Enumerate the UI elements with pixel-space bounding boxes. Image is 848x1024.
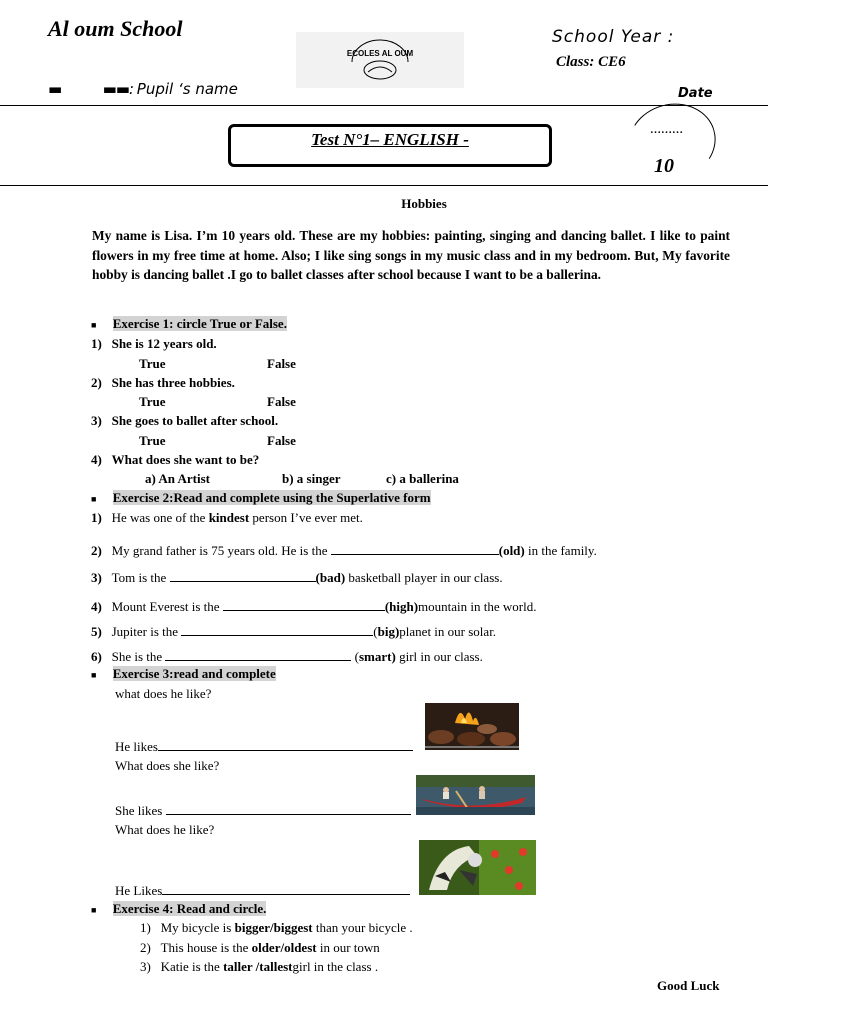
school-logo [296,32,464,88]
ex1-question-2: 2) She has three hobbies. [91,375,235,390]
ex1-q3-true[interactable]: True [139,433,166,448]
ex4-sentence-2: 2) This house is the older/oldest in our town [140,940,380,955]
ex1-option-c[interactable]: c) a ballerina [386,471,459,486]
exercise2-label: Exercise 2: [112,490,174,505]
answer-blank[interactable] [158,738,413,751]
ex2-question-3: 3) Tom is the (bad) basketball player in our class. [91,570,503,585]
ex3-answer-2: She likes [115,802,411,819]
ex2-question-4: 4) Mount Everest is the (high)mountain in the world. [91,599,537,614]
answer-blank[interactable] [223,598,385,611]
ex3-question-2: What does she like? [115,758,220,773]
exercise1-label: Exercise 1: [112,316,174,331]
ex1-q2-true[interactable]: True [139,394,166,409]
exercise2-header [91,490,431,506]
ex2-question-2: 2) My grand father is 75 years old. He is the (old) in the family. [91,543,597,558]
canoe-photo [416,775,535,815]
exercise3-label: Exercise 3:read and complete [112,666,276,681]
exercise1-instruction: circle True or False. [173,316,286,331]
logo-text: ECOLES AL OUM [346,49,414,58]
answer-blank[interactable] [162,882,410,895]
pupil-label-text: Pupil ‘s name [136,80,238,98]
ex3-question-1: what does he like? [115,686,212,701]
bullet-icon: ■ [91,494,97,504]
barbecue-photo [425,703,519,750]
ex1-question-1: 1) She is 12 years old. [91,336,217,351]
football-photo [419,840,536,895]
ex3-answer-3: He Likes [115,882,410,899]
ex3-question-3: What does he like? [115,822,215,837]
ex1-q1-false[interactable]: False [267,356,296,371]
ex1-question-3: 3) She goes to ballet after school. [91,413,279,428]
ex2-question-6: 6) She is the (smart) girl in our class. [91,649,483,664]
ex4-sentence-3: 3) Katie is the taller /tallestgirl in the class . [140,959,379,974]
ex1-q1-true[interactable]: True [139,356,166,371]
logo-graphic [296,32,464,88]
good-luck: Good Luck [657,978,720,993]
ex1-q2-false[interactable]: False [267,394,296,409]
school-year-label: School Year : [552,27,675,47]
bullet-icon: ■ [91,905,97,915]
exercise2-instruction: Read and complete using the Superlative form [173,490,431,505]
ex2-question-1: 1) He was one of the kindest person I’ve ever met. [91,510,363,525]
exercise4-label: Exercise 4: Read and circle. [112,901,267,916]
answer-blank[interactable] [166,802,411,815]
ex1-option-b[interactable]: b) a singer [282,471,341,486]
bullet-icon: ■ [91,320,97,330]
ex3-answer-1: He likes [115,738,413,755]
title-divider [0,185,768,186]
answer-blank[interactable] [181,623,373,636]
exercise4-header [91,901,266,917]
score-blank: ……… [650,124,683,136]
reading-heading: Hobbies [401,196,447,211]
class-label-text: Class: [556,54,595,70]
score-total: 10 [654,155,674,177]
date-label: Date [678,86,713,101]
ex1-question-4: 4) What does she want to be? [91,452,260,467]
pupil-name-label: ▬ ▬▬: Pupil ‘s name [48,80,238,98]
exercise1-header [91,316,287,332]
class-label [556,54,626,71]
school-name: Al oum School [48,16,183,41]
ex1-q3-false[interactable]: False [267,433,296,448]
ex4-sentence-1: 1) My bicycle is bigger/biggest than your bicycle . [140,920,413,935]
answer-blank[interactable] [165,648,351,661]
bullet-icon: ■ [91,670,97,680]
ex2-question-5: 5) Jupiter is the (big)planet in our solar. [91,624,497,639]
class-value: CE6 [598,54,626,70]
header-divider [0,105,768,106]
exercise3-header [91,666,276,682]
answer-blank[interactable] [331,542,499,555]
test-title: Test N°1– ENGLISH - [311,130,469,149]
reading-text: My name is Lisa. I’m 10 years old. These are my hobbies: painting, singing and dancing ballet. I like to paint flowers in my free time at home. Also; I like sing songs in my music class and in my bedroom. But, My favorite hobby is dancing ballet .I go to ballet classes after school because I want to be a ballerina. [92,228,730,282]
answer-blank[interactable] [170,569,316,582]
ex1-option-a[interactable]: a) An Artist [145,471,210,486]
